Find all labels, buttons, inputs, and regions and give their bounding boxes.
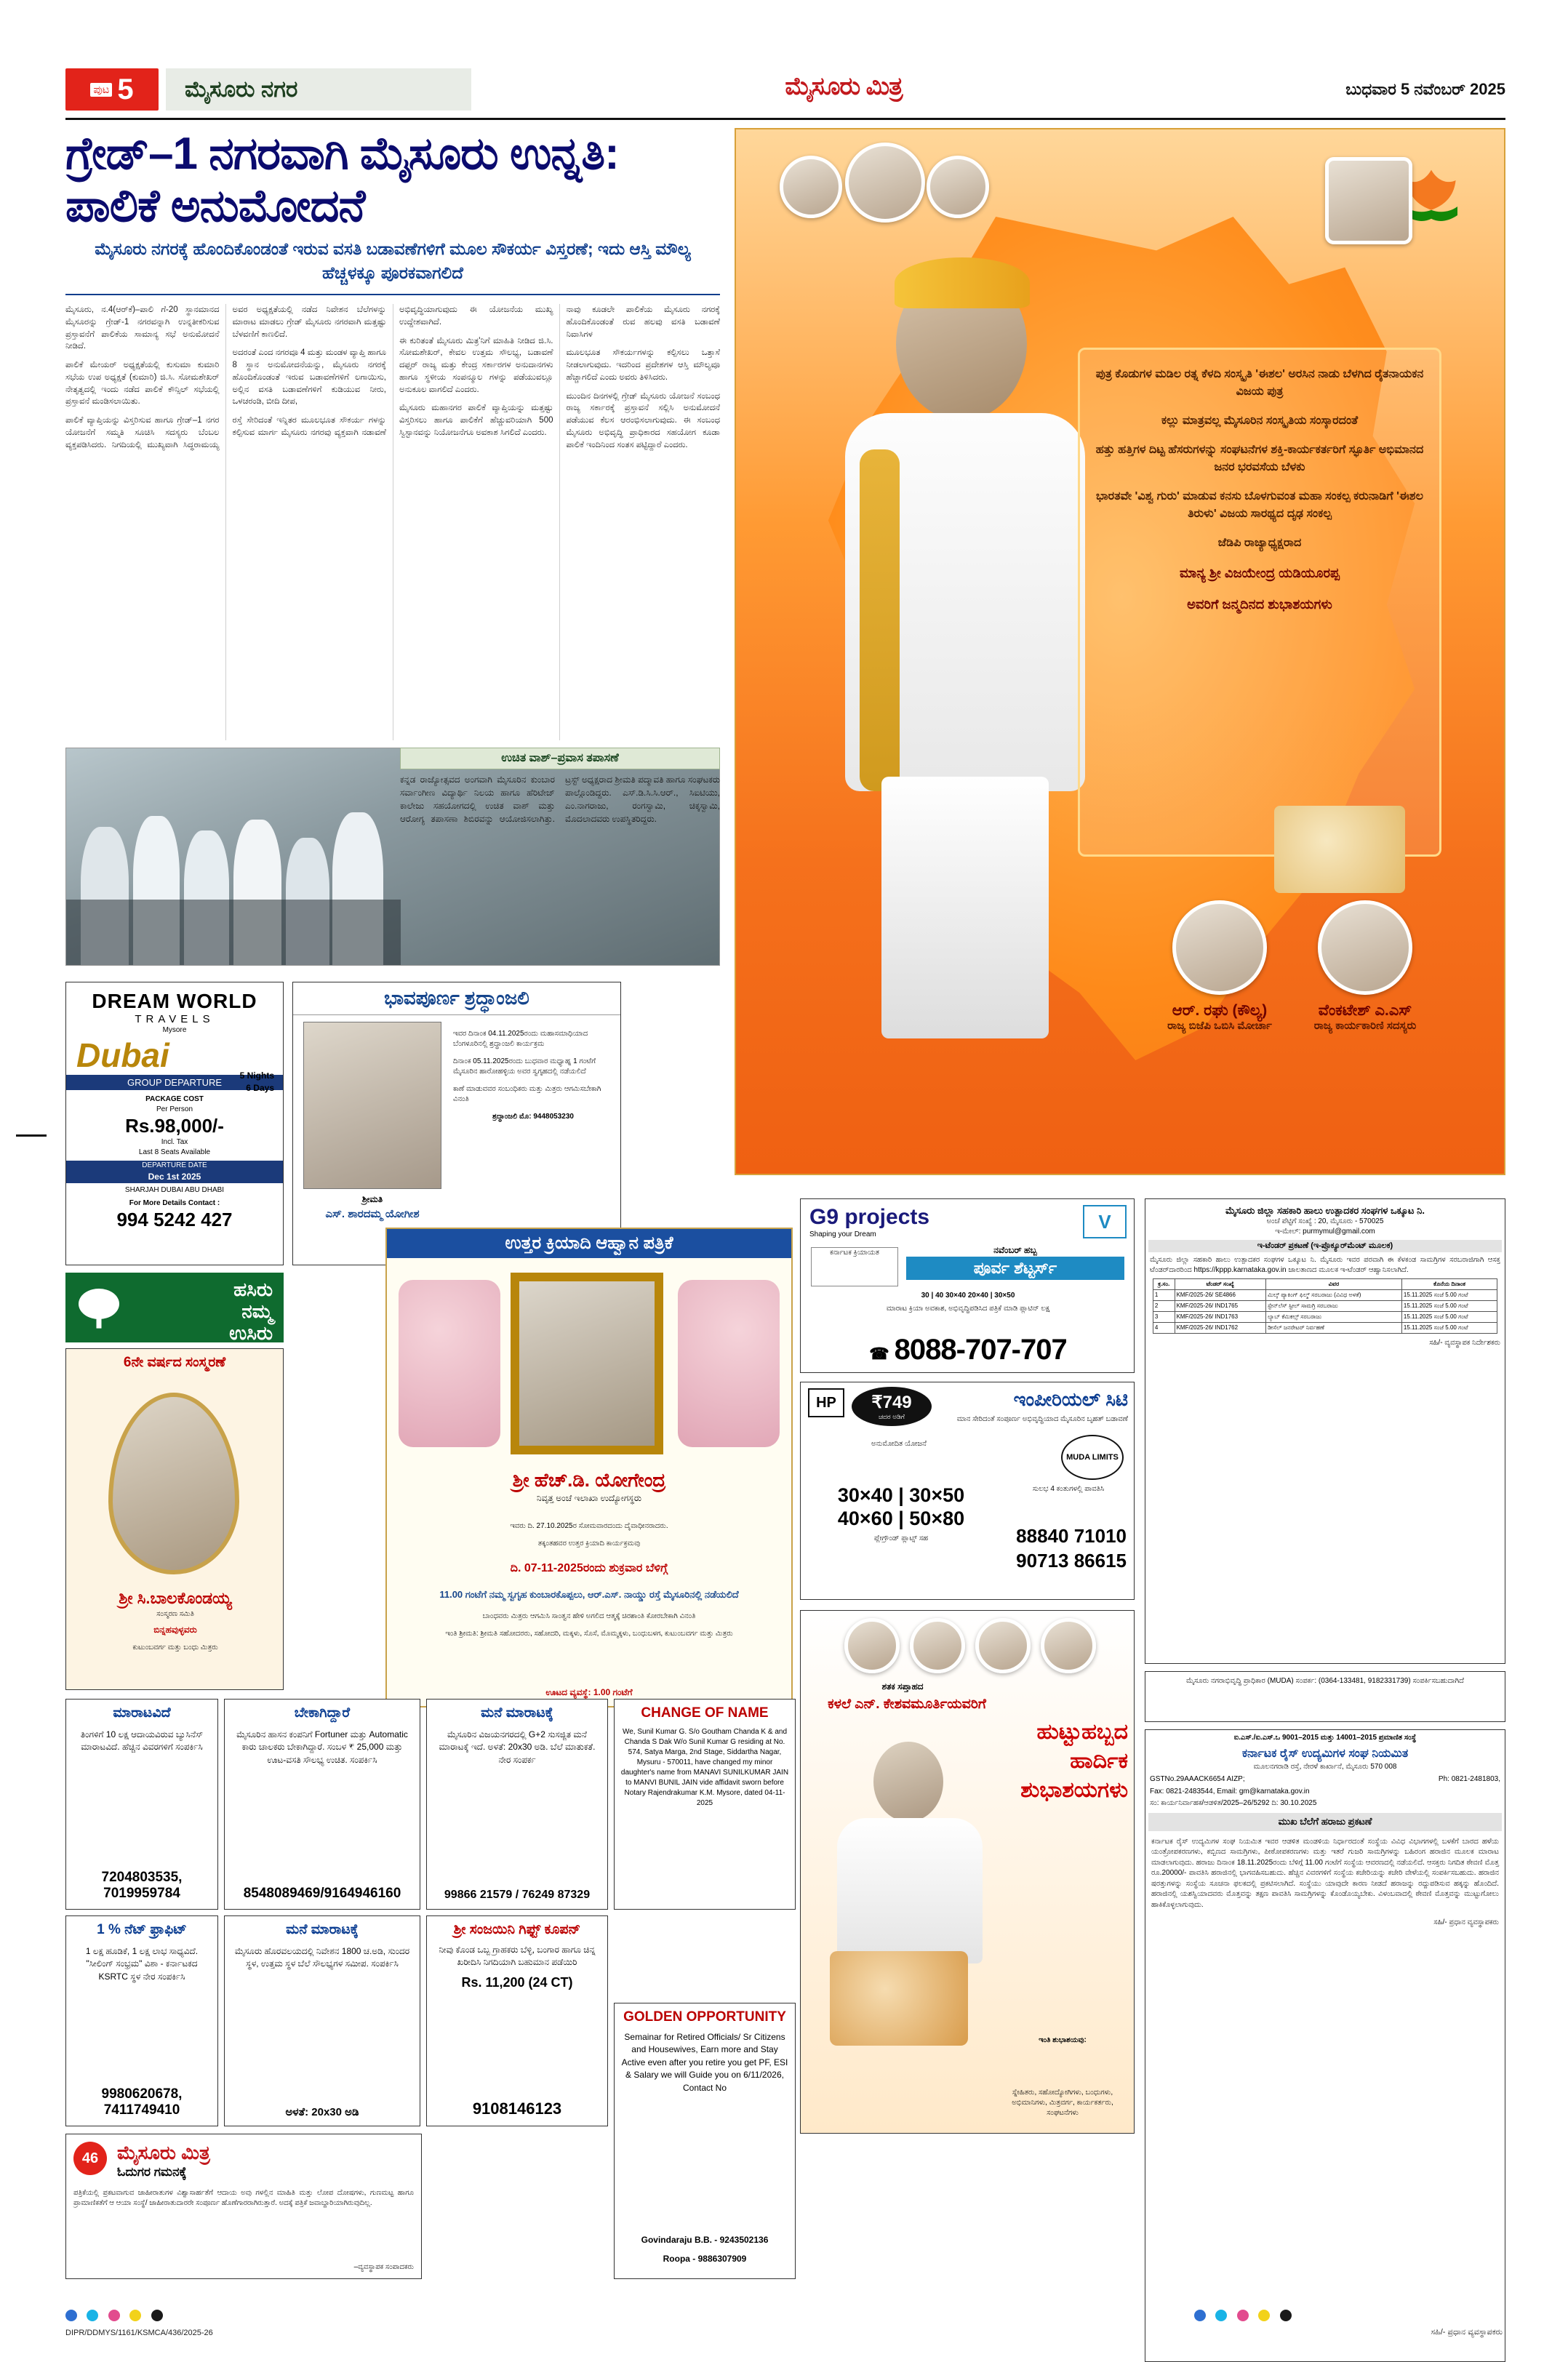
rice-gst: GSTNo.29AAACK6654 AIZP; — [1150, 1775, 1245, 1784]
invitation-family: ಇಂತಿ ಶ್ರೀಮತಿ: ಶ್ರೀಮತಿ ಸಹೋದರರು, ಸಹೋದರಿ, ಮಕ್ಕಳು, ಸೊಸೆ, ಮೊಮ್ಮಕ್ಕಳು, ಬಂಧುಬಳಗ, ಕುಟುಂಬವರ್ಗ ಮತ್ತು ಮಿತ್ರರು — [445, 1629, 733, 1638]
imperial-size-3: 40×60 — [837, 1508, 893, 1529]
dream-route: SHARJAH DUBAI ABU DHABI — [124, 1186, 225, 1195]
cell-tender-no: KMF/2025-26/ IND1763 — [1175, 1312, 1265, 1323]
ad-classified-site-sale[interactable] — [224, 1915, 420, 2126]
g9-brand: G9 projects — [809, 1205, 930, 1229]
footer-notice-sign: –ವ್ಯವಸ್ಥಾಪಕ ಸಂಪಾದಕರು — [353, 2263, 414, 2271]
footer-ref-left: DIPR/DDMYS/1161/KSMCA/436/2025-26 — [65, 2329, 213, 2337]
table-header-row — [1153, 1279, 1497, 1290]
registration-dot-black — [151, 2310, 163, 2321]
ad-invitation — [385, 1228, 793, 1708]
ad-g9-projects[interactable] — [800, 1198, 1135, 1373]
registration-dot-black-r — [1280, 2310, 1292, 2321]
tribute-message-box — [1078, 348, 1441, 857]
honoree-name: ಮಾನ್ಯ ಶ್ರೀ ವಿಜಯೇಂದ್ರ ಯಡಿಯೂರಪ್ಪ — [1180, 566, 1340, 580]
cell-sno: 1 — [1153, 1290, 1175, 1301]
footer-notice-body: ಪತ್ರಿಕೆಯಲ್ಲಿ ಪ್ರಕಟವಾಗುವ ಜಾಹೀರಾತುಗಳ ವಿಶ್ವಾಸಾರ್ಹತೆಗೆ ಆದಾಯ ಅವು ಗಳಲ್ಲಿನ ಮಾಹಿತಿ ಮತ್ತು ಲೋಪ ದೋಷಗಳು, ಗುಣಮಟ್ಟ ಹಾಗೂ ಪ್ರಾಮಾಣಿಕತೆಗೆ ಆ ಆಯಾ ಸಂಸ್ಥೆ/ ಜಾಹೀರಾತುದಾರರೇ ಸಂಪೂರ್ಣ ಹೊಣೆಗಾರರಾಗಿರುತ್ತಾರೆ. ಅದಕ್ಕೆ ಪತ್ರಿಕೆ ಜವಾಬ್ದಾರಿಯಾಗಿರುವುದಿಲ್ಲ. — [73, 2189, 414, 2207]
obituary-line: ಇವರ ದಿನಾಂಕ 04.11.2025ರಂದು ಮಹಾಸಮಾಧಿಯಾದ ಬೆಂಗಳೂರಿನಲ್ಲಿ ಶ್ರದ್ಧಾಂಜಲಿ ಕಾರ್ಯಕ್ರಮ — [453, 1030, 588, 1048]
ad-imperial-city[interactable]: HP ₹749 ಚದರ ಅಡಿಗೆ ಇಂಪೀರಿಯಲ್ ಸಿಟಿ ಮಾನ ಸೇರಿದಂತೆ ಸಂಪೂರ್ಣ ಅಭಿವೃದ್ಧಿಯಾದ ಮೈಸೂರಿನ ಬೃಹತ್ ಬಡಾವಣೆ ಅನುಮೋದಿತ ಯೋಜನೆ MUDA LIMITS 30×40 | 30×50 40×60 | 50×80 ಪ್ಲೇಗ್ರೌಂಡ್ ಪ್ಲಾಟ್ಸ್ ಸಹ ಸುಲಭ 4 ಕಂತುಗಳಲ್ಲಿ ಪಾವತಿಸಿ 88840 71010 90713 86615 — [800, 1382, 1135, 1600]
cell-tender-no: KMF/2025-26/ IND1762 — [1175, 1323, 1265, 1334]
publication-logo: ಮೈಸೂರು ಮಿತ್ರ — [785, 73, 903, 100]
memorial-portrait — [108, 1393, 239, 1574]
lead-paragraph: ರಸ್ತೆ ಸೇರಿದಂತೆ ಇನ್ನಿತರ ಮೂಲಭೂತ ಸೌಕರ್ಯ ಗಳನ್ನು ಕಲ್ಪಿಸುವ ಮಾರ್ಗ ಮೈಸೂರು ನಗರವು ವ್ಯಕ್ತವಾಗಿ ನಡಾವಣೆ ಅಭಿವೃದ್ಧಿಯಾಗುವುದು ಈ ಯೋಜನೆಯ ಮುಖ್ಯ ಉದ್ದೇಶವಾಗಿದೆ. — [232, 305, 553, 438]
tribute-line: ಹತ್ತು ಹತ್ತಿಗಳ ದಿಟ್ಟ ಹೆಸರುಗಳನ್ನು ಸಂಘಟನೆಗಳ ಶಕ್ತಿ-ಕಾರ್ಯಕರ್ತರಿಗೆ ಸ್ಫೂರ್ತಿ ಅಭಿಮಾನದ ಜನರ ಭರವಸೆಯ ಬೆಳಕು — [1095, 444, 1424, 473]
golden-body: Semainar for Retired Officials/ Sr Citizens and Housewives, Earn more and Stay Active even after you retire you get PF, ESI & Salary we will Guide you on 6/11/2026, Contact No — [621, 2032, 788, 2093]
registration-dot-yellow-r — [1258, 2310, 1270, 2321]
bday-greet2: ಹಾರ್ದಿಕ — [1070, 1749, 1128, 1773]
classified-title: ಬೇಕಾಗಿದ್ದಾರೆ — [294, 1705, 351, 1721]
obituary-title: ಭಾವಪೂರ್ಣ ಶ್ರದ್ಧಾಂಜಲಿ — [293, 982, 620, 1015]
cell-sno: 2 — [1153, 1301, 1175, 1312]
photo-foreground — [66, 900, 401, 965]
bday-portrait-3 — [975, 1618, 1031, 1673]
dream-days: 6 Days — [246, 1083, 274, 1094]
dream-per-person: Per Person — [156, 1105, 193, 1113]
dream-nights: 5 Nights — [239, 1070, 274, 1081]
lead-paragraph: ಮೈಸೂರು, ನ.4(ಆರ್‌ಕೆ)–ಪಾಲಿ ಗೆ-20 ಸ್ಥಾನಮಾನದ ಮೈಸೂರನ್ನು ಗ್ರೇಡ್-1 ನಗರವನ್ನಾಗಿ ಉನ್ನತೀಕರಿಸುವ ಪ್ರಸ್ತಾವನೆಗೆ ಪಾಲಿಕೆಯ ಸಾಮಾನ್ಯ ಸಭೆ ಅನುಮೋದನೆ ನೀಡಿದೆ. — [65, 305, 220, 351]
obituary-line: ದಿನಾಂಕ 05.11.2025ರಂದು ಬುಧವಾರ ಮಧ್ಯಾಹ್ನ 1 ಗಂಟೆಗೆ ಮೈಸೂರಿನ ಹಾರೋಹಳ್ಳಿಯ ಅವರ ಸ್ವಗೃಹದಲ್ಲಿ ನಡೆಯಲಿದೆ — [453, 1057, 596, 1076]
lead-paragraph: ಪಾಲಿಕೆ ವ್ಯಾಪ್ತಿಯನ್ನು ವಿಸ್ತರಿಸುವ ಹಾಗೂ ಗ್ರೇಡ್–1 ನಗರ ಯೋಜನೆಗೆ ಸಮ್ಮತಿ ಸೂಚಿಸಿ ಸದಸ್ಯರು ಬೆಂಬಲ ವ್ಯಕ್ತಪಡಿಸಿದರು. ನಿಗದಿಯಲ್ಲಿ ಮುಖ್ಯವಾಗಿ ಸಿದ್ಧರಾಮಯ್ಯ ಅವರ ಅಧ್ಯಕ್ಷತೆಯಲ್ಲಿ ನಡೆದ ನಿವೇಶನ ಬೆಲೆಗಳನ್ನು ಮಾರಾಟ ಮಾಡಲು ಗ್ರೇಡ್ ಮೈಸೂರು ನಗರವಾಗಿ ಮತ್ತಷ್ಟು ಬೆಳವಣಿಗೆ ಕಾಣಲಿದೆ. — [65, 305, 386, 449]
leader-turban — [895, 257, 1030, 308]
cell-sno: 3 — [1153, 1312, 1175, 1323]
sponsor-name-1-text: ಆರ್. ರಘು (ಕೌಲ್ಯ) — [1172, 1002, 1268, 1019]
ad-govt-tender-notice — [1145, 1198, 1505, 1664]
imperial-size-1: 30×40 — [837, 1484, 893, 1506]
cell-desc: ಮಿಲ್ಕ್ ಪ್ಯಾಕಿಂಗ್ ಫಿಲ್ಮ್ ಸರಬರಾಜು (ವಿವಿಧ ಅಳತೆ) — [1265, 1290, 1401, 1301]
dream-phone[interactable]: 994 5242 427 — [66, 1209, 283, 1231]
cell-lastdate: 15.11.2025 ಸಂಜೆ 5.00 ಗಂಟೆ — [1401, 1312, 1497, 1323]
registration-dot-cyan-r — [1194, 2310, 1206, 2321]
lead-paragraph: ನಾವು ಕೂಡಲೇ ಪಾಲಿಕೆಯ ಮೈಸೂರು ನಗರಕ್ಕೆ ಹೊಂದಿಕೊಂಡಂತೆ ರುವ ಹಲವು ವಸತಿ ಬಡಾವಣೆ ನಿವಾಸಿಗಳ — [566, 305, 720, 339]
sponsor-name-2-text: ವೆಂಕಟೇಶ್ ಎ.ಎಸ್ — [1318, 1002, 1412, 1019]
classified-body: ಮೈಸೂರಿನ ವಿಜಯನಗರದಲ್ಲಿ G+2 ಸುಸಜ್ಜಿತ ಮನೆ ಮಾರಾಟಕ್ಕೆ ಇದೆ. ಅಳತೆ: 20x30 ಅಡಿ. ಬೆಲೆ ಮಾತುಕತೆ. ನೇರ ಸಂಪರ್ಕ — [439, 1729, 596, 1765]
obituary-line: ಕಾಣೆ ಮಾಡುವವರ ಸಂಬಂಧಿಕರು ಮತ್ತು ಮಿತ್ರರು ಆಗಮಿಸಬೇಕಾಗಿ ವಿನಂತಿ — [453, 1085, 601, 1103]
invitation-line: ಇವರು ದಿ. 27.10.2025ರ ಸೋಮವಾರದಂದು ದೈವಾಧೀನರಾದರು. — [510, 1522, 668, 1530]
ad-classified-wanted[interactable] — [224, 1699, 420, 1910]
page-title: ಗ್ರೇಡ್–1 ನಗರವಾಗಿ ಮೈಸೂರು ಉನ್ನತಿ: ಪಾಲಿಕೆ ಅನುಮೋದನೆ — [65, 129, 619, 231]
sponsor-role-2: ರಾಜ್ಯ ಕಾರ್ಯಕಾರಿಣಿ ಸದಸ್ಯರು — [1313, 1020, 1417, 1032]
invitation-request: ಬಾಂಧವರು ಮಿತ್ರರು ಆಗಮಿಸಿ ಸಾಂತ್ವನ ಹೇಳಿ ಅಗಲಿದ ಆತ್ಮಕ್ಕೆ ಚಿರಶಾಂತಿ ಕೋರಬೇಕಾಗಿ ವಿನಂತಿ — [482, 1612, 696, 1620]
dream-group-departure: GROUP DEPARTURE — [66, 1075, 283, 1090]
gift-price: Rs. 11,200 (24 CT) — [461, 1974, 573, 1990]
cell-sno: 4 — [1153, 1323, 1175, 1334]
change-of-name-title: CHANGE OF NAME — [641, 1705, 769, 1721]
flower-bouquet-graphic — [1274, 806, 1405, 893]
dream-city: Mysore — [162, 1026, 187, 1034]
memorial-note: ಕುಟುಂಬವರ್ಗ ಮತ್ತು ಬಂಧು ಮಿತ್ರರು — [132, 1644, 218, 1652]
imperial-phone-1[interactable]: 88840 71010 — [1016, 1525, 1127, 1547]
registration-dot-magenta-r — [1237, 2310, 1249, 2321]
ad-golden-opportunity[interactable] — [614, 2003, 796, 2279]
dream-incl: Incl. Tax — [161, 1138, 188, 1146]
imperial-size-4: 50×80 — [909, 1508, 965, 1529]
imperial-phone-2[interactable]: 90713 86615 — [1016, 1550, 1127, 1572]
tender-signature: ಸಹಿ/- ವ್ಯವಸ್ಥಾಪಕ ನಿರ್ದೇಶಕರು — [1429, 1339, 1500, 1347]
leader-dhoti — [881, 777, 1049, 1038]
bday-line1: ಶತಕ ಸಪ್ತಾಹದ — [881, 1681, 924, 1692]
birthday-tribute-ad — [735, 128, 1505, 1175]
imperial-approved: ಅನುಮೋದಿತ ಯೋಜನೆ — [871, 1440, 927, 1448]
sponsor-name-2 — [1289, 1002, 1441, 1032]
page-number: 5 — [117, 73, 134, 105]
ad-change-of-name — [614, 1699, 796, 1910]
bday-body — [837, 1818, 983, 1963]
obituary-name-prefix: ಶ್ರೀಮತಿ — [361, 1194, 383, 1204]
leader-portrait-nadda — [780, 156, 842, 218]
tender-email: ಇ-ಮೇಲ್: purmymul@gmail.com — [1275, 1228, 1375, 1236]
cell-desc: ಸ್ಟೇನ್‌ಲೆಸ್ ಸ್ಟೀಲ್ ಸಾಮಗ್ರಿ ಸರಬರಾಜು — [1265, 1301, 1401, 1312]
bday-greet3: ಶುಭಾಶಯಗಳು — [1020, 1778, 1128, 1802]
anniversary-badge: 46 — [73, 2142, 107, 2175]
imperial-price: ₹749 — [871, 1393, 912, 1412]
classified-title: ಶ್ರೀ ಸಂಜಯಿನಿ ಗಿಫ್ಟ್ ಕೂಪನ್ — [453, 1922, 581, 1937]
sponsor-role-1: ರಾಜ್ಯ ಬಿಜೆಪಿ ಒಬಿಸಿ ಮೋರ್ಚಾ — [1167, 1020, 1272, 1032]
leader-portrait-modi — [845, 143, 925, 223]
tender-table — [1153, 1278, 1497, 1334]
hasiru-line1: ಹಸಿರು — [233, 1278, 273, 1300]
classified-phone[interactable]: 99866 21579 / 76249 87329 — [444, 1889, 591, 1901]
lead-standfirst: ಮೈಸೂರು ನಗರಕ್ಕೆ ಹೊಂದಿಕೊಂಡಂತೆ ಇರುವ ವಸತಿ ಬಡಾವಣೆಗಳಿಗೆ ಮೂಲ ಸೌಕರ್ಯ ವಿಸ್ತರಣೆ; ಇದು ಆಸ್ತಿ ಮೌಲ್ಯ ಹೆಚ್ಚಳಕ್ಕೂ ಪೂರಕವಾಗಲಿದೆ — [95, 239, 691, 283]
th-desc: ವಿವರ — [1265, 1279, 1401, 1290]
hp-logo-icon: HP — [808, 1388, 844, 1417]
lead-paragraph: ಅದರಂತೆ ಎಂದ ನಗರವೂ 4 ಮತ್ತು ಮಂಡಳ ವ್ಯಾಪ್ತಿ ಹಾಗೂ 8 ಸ್ಥಾನ ಅನುಮೋದನೆಯನ್ನು, ಮೈಸೂರು ನಗರಕ್ಕೆ ಹೊಂದಿಕೊಂಡಂತೆ ಇರುವ ಬಡಾವಣೆಗಳಿಗೆ ಲಗಾಯಿಸು, ಅಲ್ಲಿನ ವಸತಿ ಬಡಾವಣೆಗಳಿಗೆ ಕುಡಿಯುವ ನೀರು, ಒಳಚರಂಡಿ, ಬೀದಿ ದೀಪ, — [232, 348, 386, 407]
masthead-rule — [65, 118, 1505, 120]
ad-dream-world-travels[interactable] — [65, 982, 284, 1265]
registration-dot-blue — [87, 2310, 98, 2321]
lead-body — [65, 304, 720, 740]
ad-classified-profit[interactable] — [65, 1915, 218, 2126]
table-row — [1153, 1290, 1497, 1301]
muda-limits-badge: MUDA LIMITS — [1061, 1435, 1124, 1480]
footer-notice-title: ಓದುಗರ ಗಮನಕ್ಕೆ — [117, 2165, 187, 2179]
th-tender-no: ಟೆಂಡರ್ ಸಂಖ್ಯೆ — [1175, 1279, 1265, 1290]
flower-decoration-left — [399, 1280, 500, 1447]
footer-publication-logo: ಮೈಸೂರು ಮಿತ್ರ — [117, 2142, 210, 2163]
classified-body: ಮೈಸೂರು ಹೊರವಲಯದಲ್ಲಿ ನಿವೇಶನ 1800 ಚ.ಅಡಿ, ಸುಂದರ ಸ್ಥಳ, ಉತ್ತಮ ಸ್ಥಳ ಬೆಲೆ ಸೌಲಭ್ಯಗಳ ಸಮೀಪ. ಸಂಪರ್ಕಿಸಿ — [234, 1946, 410, 1969]
bday-head — [873, 1742, 943, 1822]
rice-notice-body: ಕರ್ನಾಟಕ ರೈಸ್ ಉದ್ಯಮಿಗಳ ಸಂಘ ನಿಯಮಿತ ಇವರ ಆಡಳಿತ ಮಂಡಳಿಯ ನಿರ್ಧಾರದಂತೆ ಸಂಸ್ಥೆಯ ವಿವಿಧ ವಿಭಾಗಗಳಲ್ಲಿ ಬಳಕೆಗೆ ಬಾರದ ಹಳೆಯ ಯಂತ್ರೋಪಕರಣಗಳು, ಕಬ್ಬಿಣದ ಸಾಮಗ್ರಿಗಳು, ಪೀಠೋಪಕರಣಗಳು ಮತ್ತು ಇತರೆ ಗುಜರಿ ಸಾಮಗ್ರಿಗಳನ್ನು ಬಹಿರಂಗ ಹರಾಜಿನ ಮೂಲಕ ಮಾರಾಟ ಮಾಡಲಾಗುವುದು. ಹರಾಜು ದಿನಾಂಕ 18.11.2025ರಂದು ಬೆಳಿಗ್ಗೆ 11.00 ಗಂಟೆಗೆ ಸಂಸ್ಥೆಯ ಆವರಣದಲ್ಲಿ ನಡೆಯಲಿದೆ. ಆಸಕ್ತರು ನಿಗದಿತ ಠೇವಣಿ ಮೊತ್ತ ರೂ.20000/- ಪಾವತಿಸಿ ಹರಾಜಿನಲ್ಲಿ ಭಾಗವಹಿಸಬಹುದು. ಹೆಚ್ಚಿನ ವಿವರಗಳಿಗೆ ಸಂಸ್ಥೆಯ ಕಚೇರಿಯನ್ನು ಕಚೇರಿ ವೇಳೆಯಲ್ಲಿ ಸಂಪರ್ಕಿಸಬಹುದು. ಹರಾಜಿನ ಷರತ್ತುಗಳನ್ನು ಸಂಸ್ಥೆಯ ಸೂಚನಾ ಫಲಕದಲ್ಲಿ ಪ್ರಕಟಿಸಲಾಗಿದೆ. ಸಂಸ್ಥೆಯು ಯಾವುದೇ ಕಾರಣ ನೀಡದೆ ಹರಾಜನ್ನು ರದ್ದುಪಡಿಸುವ ಹಕ್ಕನ್ನು ಹೊಂದಿದೆ. ಹರಾಜಿನಲ್ಲಿ ಯಶಸ್ವಿಯಾದವರು ಮೊತ್ತವನ್ನು ತಕ್ಷಣ ಪಾವತಿಸಿ ಸಾಮಗ್ರಿಗಳನ್ನು ಕೊಂಡೊಯ್ಯಬೇಕು. ವಿಳಂಬವಾದಲ್ಲಿ ಠೇವಣಿ ಮೊತ್ತವನ್ನು ಮುಟ್ಟುಗೋಲು ಹಾಕಿಕೊಳ್ಳಲಾಗುವುದು. — [1151, 1837, 1499, 1909]
classified-title: ಮನೆ ಮಾರಾಟಕ್ಕೆ — [286, 1922, 359, 1937]
leader-shawl — [860, 449, 900, 791]
classified-body: ತಿಂಗಳಿಗೆ 10 ಲಕ್ಷ ಆದಾಯವಿರುವ ಬ್ಯುಸಿನೆಸ್ ಮಾರಾಟವಿದೆ. ಹೆಚ್ಚಿನ ವಿವರಗಳಿಗೆ ಸಂಪರ್ಕಿಸಿ — [80, 1729, 204, 1753]
tree-icon — [73, 1284, 124, 1334]
th-sno: ಕ್ರ.ಸಂ. — [1153, 1279, 1175, 1290]
rice-fax: Fax: 0821-2483544, — [1150, 1787, 1215, 1796]
g9-route-label: ಕರ್ನಾಟಕ ಕ್ರಿಯಾಯತ — [811, 1247, 898, 1286]
invitation-title: ಉತ್ತರ ಕ್ರಿಯಾದಿ ಆಹ್ವಾನ ಪತ್ರಿಕೆ — [387, 1229, 791, 1258]
lead-paragraph: ಪಾಲಿಕೆ ಮೇಯರ್ ಅಧ್ಯಕ್ಷತೆಯಲ್ಲಿ ಕುಸುಮಾ ಕುಮಾರಿ ಸಭೆಯ ಉಪ ಅಧ್ಯಕ್ಷತೆ (ಕುಮಾರಿ) ಜಿ.ಸಿ. ಸೋಮಶೇಖರ್ ನೇತೃತ್ವದಲ್ಲಿ ಇಂದು ನಡೆದ ಪಾಲಿಕೆ ಕೌನ್ಸಿಲ್ ಸಭೆಯಲ್ಲಿ ಪ್ರಸ್ತಾವನೆ ಮಂಡಿಸಲಾಯಿತು. — [65, 361, 220, 407]
g9-note: ಮಾರಾಟ ಕ್ರಿಯಾ ಅವಕಾಶ, ಅಭಿವೃದ್ಧಿಪಡಿಸಿದ ಪತ್ರಿಕೆ ಮಾಡಿ ಪ್ಲಾಟಿನ್ ಲಕ್ಷ — [886, 1305, 1050, 1313]
tender-title: ಇ-ಟೆಂಡರ್ ಪ್ರಕಟಣೆ (ಇ-ಪ್ರೊಕ್ಯೂರ್‌ಮೆಂಟ್ ಮೂಲಕ) — [1148, 1240, 1502, 1252]
ad-memorial — [65, 1348, 284, 1690]
cell-lastdate: 15.11.2025 ಸಂಜೆ 5.00 ಗಂಟೆ — [1401, 1301, 1497, 1312]
g9-tagline: Shaping your Dream — [809, 1230, 876, 1238]
dream-depart-label: DEPARTURE DATE — [142, 1161, 207, 1169]
invitation-line: ತಕ್ಕಂತಹವರ ಉತ್ತರ ಕ್ರಿಯಾದಿ ಕಾರ್ಯಕ್ರಮವು — [537, 1540, 641, 1548]
g9-headline-small: ನವೆಂಬರ್ ಹಬ್ಬ — [993, 1245, 1037, 1255]
imperial-side-note: ಸುಲಭ 4 ಕಂತುಗಳಲ್ಲಿ ಪಾವತಿಸಿ — [1032, 1485, 1105, 1493]
cell-lastdate: 15.11.2025 ಸಂಜೆ 5.00 ಗಂಟೆ — [1401, 1323, 1497, 1334]
classified-body: ಮೈಸೂರಿನ ಹಾಸನ ಕಂಪನಿಗೆ Fortuner ಮತ್ತು Automatic ಕಾರು ಚಾಲಕರು ಬೇಕಾಗಿದ್ದಾರೆ. ಸಂಬಳ ₹ 25,000 ಮತ್ತು ಊಟ-ವಸತಿ ಸೌಲಭ್ಯ ಉಚಿತ. ಸಂಪರ್ಕಿಸಿ — [236, 1729, 408, 1765]
memorial-from: ಬಿನ್ನಹವುಳ್ಳವರು — [153, 1625, 197, 1635]
leader-portrait-shah — [927, 156, 989, 218]
sponsor-portrait-2 — [1318, 900, 1412, 995]
invitation-sub: ನಿವೃತ್ತ ಅಂಚೆ ಇಲಾಖಾ ಉದ್ಯೋಗಸ್ಥರು — [536, 1493, 642, 1503]
tender-intro: ಮೈಸೂರು ಜಿಲ್ಲಾ ಸಹಕಾರಿ ಹಾಲು ಉತ್ಪಾದಕರ ಸಂಘಗಳ ಒಕ್ಕೂಟ ನಿ. ಮೈಸೂರು ಇವರ ಪರವಾಗಿ ಈ ಕೆಳಕಂಡ ಸಾಮಗ್ರಿಗಳ ಸರಬರಾಜಿಗಾಗಿ ಆಸಕ್ತ ಟೆಂಡರ್‌ದಾರರಿಂದ https://kppp.karnataka.gov.in ಜಾಲತಾಣದ ಮೂಲಕ ಇ-ಟೆಂಡರ್ ಆಹ್ವಾನಿಸಲಾಗಿದೆ. — [1150, 1256, 1500, 1274]
obituary-phone[interactable]: ಶ್ರದ್ಧಾಂಜಲಿ ಮೊ: 9448053230 — [492, 1113, 574, 1121]
rice-ref: ಸಂ: ಕಾರ್ಯನಿರ್ವಾಹಕ/ಆಡಳಿತ/2025–26/5292 ದಿ: 30.10.2025 — [1150, 1799, 1317, 1808]
cell-tender-no: KMF/2025-26/ SE4866 — [1175, 1290, 1265, 1301]
rice-address: ಮೂಲನಗರಾಡಿ ರಸ್ತೆ, ನೇರಳೆ ಕಾರ್ಖಾನೆ, ಮೈಸೂರು 570 008 — [1253, 1763, 1397, 1772]
registration-dot-blue-r — [1215, 2310, 1227, 2321]
cell-desc: ಲ್ಯಾಬ್ ಕೆಮಿಕಲ್ಸ್ ಸರಬರಾಜು — [1265, 1312, 1401, 1323]
lead-headline-block — [65, 128, 720, 233]
registration-dot-magenta — [108, 2310, 120, 2321]
classified-body: 1 ಲಕ್ಷ ಹೂಡಿಕೆ, 1 ಲಕ್ಷ ಲಾಭ ಸಾಧ್ಯವಿದೆ. "ಸೀಲಿಂಗ್ ಸಂಭ್ರಮ" ವಿಶಾ - ಕರ್ನಾಟಕದ KSRTC ಸ್ಥಳ ನೇರ ಸಂಪರ್ಕಿಸಿ — [85, 1946, 199, 1982]
golden-contact-1[interactable]: Govindaraju B.B. - 9243502136 — [641, 2234, 769, 2245]
dream-contact-label: For More Details Contact : — [129, 1199, 220, 1208]
registration-dot-yellow — [129, 2310, 141, 2321]
publisher-notice — [65, 2134, 422, 2279]
bday-portrait-4 — [1041, 1618, 1096, 1673]
invitation-portrait — [511, 1273, 663, 1454]
page-number-badge — [65, 68, 159, 111]
sponsor-portrait-1 — [1172, 900, 1267, 995]
ad-birthday-greeting — [800, 1610, 1135, 2134]
publication-date: ಬುಧವಾರ 5 ನವೆಂಬರ್ 2025 — [1345, 80, 1505, 98]
rice-notice-title: ಮುಖ ಬೆಲೆಗೆ ಹರಾಜು ಪ್ರಕಟಣೆ — [1148, 1813, 1502, 1830]
ad-rice-association-notice — [1145, 1729, 1505, 2362]
rice-signature: ಸಹಿ/- ಪ್ರಧಾನ ವ್ಯವಸ್ಥಾಪಕರು — [1433, 1918, 1499, 1927]
color-registration-dots — [65, 2310, 1505, 2324]
memorial-sub: ಸಂಸ್ಮರಣ ಸಮಿತಿ — [156, 1610, 194, 1618]
photo-caption-title: ಉಚಿತ ವಾಶ್–ಪ್ರವಾಸ ತಪಾಸಣೆ — [400, 748, 720, 769]
masthead — [65, 64, 1505, 116]
section-title: ಮೈಸೂರು ನಗರ — [166, 68, 471, 111]
dream-depart-date: Dec 1st 2025 — [148, 1172, 201, 1182]
bday-honoree: ಕಳಲೆ ಎನ್. ಕೇಶವಮೂರ್ತಿಯವರಿಗೆ — [828, 1697, 986, 1712]
imperial-sub: ಮಾನ ಸೇರಿದಂತೆ ಸಂಪೂರ್ಣ ಅಭಿವೃದ್ಧಿಯಾದ ಮೈಸೂರಿನ ಬೃಹತ್ ಬಡಾವಣೆ — [956, 1415, 1128, 1423]
main-leader-figure — [816, 268, 1121, 1068]
obituary-portrait — [303, 1022, 441, 1189]
tender-org: ಮೈಸೂರು ಜಿಲ್ಲಾ ಸಹಕಾರಿ ಹಾಲು ಉತ್ಪಾದಕರ ಸಂಘಗಳ ಒಕ್ಕೂಟ ನಿ. — [1225, 1205, 1425, 1216]
rice-title: ಕರ್ನಾಟಕ ರೈಸ್ ಉದ್ಯಮಿಗಳ ಸಂಘ ನಿಯಮಿತ — [1241, 1748, 1409, 1760]
greeting-text: ಅವರಿಗೆ ಜನ್ಮದಿನದ ಶುಭಾಶಯಗಳು — [1187, 597, 1332, 612]
tribute-line: ಕಲ್ಲು ಮಾತ್ರವಲ್ಲ ಮೈಸೂರಿನ ಸಂಸ್ಕೃತಿಯ ಸಂಸ್ಕಾರದಂತೆ — [1161, 415, 1359, 427]
page-sheet — [65, 64, 1505, 2297]
bday-portrait-2 — [910, 1618, 965, 1673]
th-lastdate: ಕೊನೆಯ ದಿನಾಂಕ — [1401, 1279, 1497, 1290]
table-row — [1153, 1323, 1497, 1334]
ad-obituary — [292, 982, 621, 1265]
classified-phone[interactable]: 7204803535, 7019959784 — [101, 1870, 183, 1901]
rice-phone[interactable]: Ph: 0821-2481803, — [1438, 1775, 1500, 1784]
dream-sub: TRAVELS — [135, 1013, 215, 1025]
phone-icon: ☎ — [869, 1345, 889, 1363]
dream-brand: DREAM WORLD — [92, 990, 257, 1012]
ad-classified-house-sale[interactable] — [426, 1699, 608, 1910]
ad-hasiru-slogan — [65, 1273, 284, 1342]
invitation-venue: 11.00 ಗಂಟೆಗೆ ನಮ್ಮ ಸ್ವಗೃಹ ಕುಂಬಾರಕೊಪ್ಪಲು, ಆರ್.ಎಸ್. ನಾಯ್ಡು ರಸ್ತೆ ಮೈಸೂರಿನಲ್ಲಿ ನಡೆಯಲಿದೆ — [439, 1589, 739, 1601]
classified-phone[interactable]: 8548089469/9164946160 — [243, 1886, 401, 1901]
leader-portrait-bsy — [1325, 157, 1412, 244]
rice-email: Email: gm@karnataka.gov.in — [1217, 1787, 1310, 1796]
g9-headline: ಪೂರ್ವ ಶೆಟ್ಟರ್ಸ್ — [906, 1257, 1124, 1280]
invitation-date: ದಿ. 07-11-2025ರಂದು ಶುಕ್ರವಾರ ಬೆಳಿಗ್ಗೆ — [510, 1562, 668, 1574]
hasiru-line3: ಉಸಿರು — [229, 1321, 273, 1342]
change-of-name-body: We, Sunil Kumar G. S/o Goutham Chanda K & and Chanda S Dak W/o Sunil Kumar G residing at No. 574, Satya Marga, 2nd Stage, Siddartha Nagar, Mysuru - 570011, have changed my minor daughter's name from MANAVI SUNILKUMAR JAIN to MANVI BUNIL JAIN vide affidavit sworn before Notary Rajendrakumar K.M. Mysore, dated 04-11-2025 — [620, 1728, 789, 1807]
tribute-line: ಪುತ್ರ ಕೊಡುಗಳ ಮಡಿಲ ರತ್ನ ಕೆಳದಿ ಸಂಸ್ಕೃತಿ 'ಈಶಲ' ಅರಸಿನ ನಾಡು ಬೆಳಗಿದ ರೈತನಾಯಕನ ವಿಜಯ ಪುತ್ರ — [1095, 368, 1424, 398]
g9-phone-text: 8088-707-707 — [894, 1334, 1067, 1366]
standfirst-rule — [65, 294, 720, 295]
page-ruler-mark — [16, 1134, 47, 1137]
lead-paragraph: ಮೈಸೂರು ಮಹಾನಗರ ಪಾಲಿಕೆ ವ್ಯಾಪ್ತಿಯನ್ನು ಮತ್ತಷ್ಟು ವಿಸ್ತರಿಸಲು ಹಾಗೂ ಪಾಲಿಕೆಗೆ ಹೆಚ್ಚುವರಿಯಾಗಿ 500 ಸ್ವಿಸ್ಟಾನವನ್ನು ನಿಯೋಜನೆಗೂ ಅವಕಾಶ ಸಿಗಲಿದೆ ಎಂದರು. — [399, 404, 553, 438]
bday-from-label: ಇಂತಿ ಶುಭಾಶಯವು: — [1039, 2036, 1087, 2044]
classified-phone[interactable]: ಅಳತೆ: 20x30 ಅಡಿ — [285, 2106, 359, 2118]
sponsor-name-1 — [1143, 1002, 1296, 1032]
photo-caption-text: ಕನ್ನಡ ರಾಜ್ಯೋತ್ಸವದ ಅಂಗವಾಗಿ ಮೈಸೂರಿನ ಕುಂಬಾರ ಸರ್ವಾಂಗೀಣ ವಿದ್ಯಾರ್ಥಿ ನಿಲಯ ಹಾಗೂ ಹೆರಿಟೇಜ್ ಕಾಲೇಜು ಸಹಯೋಗದಲ್ಲಿ ಉಚಿತ ವಾಶ್ ಮತ್ತು ಆರೋಗ್ಯ ತಪಾಸಣಾ ಶಿಬಿರವನ್ನು ಆಯೋಜಿಸಲಾಗಿತ್ತು. ಟ್ರಸ್ಟ್ ಅಧ್ಯಕ್ಷರಾದ ಶ್ರೀಮತಿ ಪದ್ಮಾವತಿ ಹಾಗೂ ಸಂಘಟಕರು ಪಾಲ್ಗೊಂಡಿದ್ದರು. ಎಸ್.ಡಿ.ಸಿ.ಸಿ.ಆರ್., ಸಿಐಟಿಯು, ಎಂ.ನಾಗರಾಜು, ರಂಗಸ್ವಾಮಿ, ಚಿಕ್ಕಸ್ವಾಮಿ, ಮೊದಲಾದವರು ಉಪಸ್ಥಿತರಿದ್ದರು. — [400, 774, 720, 824]
flower-decoration-right — [678, 1280, 780, 1447]
ad-muda-notice — [1145, 1671, 1505, 1722]
footer-ref-right: ಸಹಿ/- ಪ್ರಧಾನ ವ್ಯವಸ್ಥಾಪಕರು — [1431, 2328, 1503, 2337]
invitation-footer: ಊಟದ ವ್ಯವಸ್ಥೆ: 1.00 ಗಂಟೆಗೆ — [545, 1686, 633, 1697]
memorial-header: 6ನೇ ವರ್ಷದ ಸಂಸ್ಮರಣೆ — [123, 1355, 226, 1370]
imperial-tagline: ಪ್ಲೇಗ್ರೌಂಡ್ ಪ್ಲಾಟ್ಸ್ ಸಹ — [873, 1534, 929, 1542]
page-word: ಪುಟ — [90, 83, 112, 97]
rice-iso-header: ಐ.ಎಸ್./ಐ.ಎಸ್.ಒ 9001–2015 ಮತ್ತು 14001–2015 ಪ್ರಮಾಣಿತ ಸಂಸ್ಥೆ — [1233, 1734, 1417, 1742]
golden-contact-2[interactable]: Roopa - 9886307909 — [663, 2253, 747, 2264]
bday-from: ಸ್ನೇಹಿತರು, ಸಹೋದ್ಯೋಗಿಗಳು, ಬಂಧುಗಳು, ಅಭಿಮಾನಿಗಳು, ಮಿತ್ರವರ್ಗ, ಕಾರ್ಯಕರ್ತರು, ಸಂಘಟನೆಗಳು — [1012, 2089, 1113, 2117]
ad-classified-sale[interactable] — [65, 1699, 218, 1910]
golden-title: GOLDEN OPPORTUNITY — [623, 2009, 786, 2025]
classified-title: ಮನೆ ಮಾರಾಟಕ್ಕೆ — [481, 1705, 553, 1721]
dream-destination: Dubai — [76, 1036, 169, 1074]
dream-price: Rs.98,000/- — [125, 1115, 224, 1137]
lead-paragraph: ಮೂಲಭೂತ ಸೌಕರ್ಯಗಳನ್ನು ಕಲ್ಪಿಸಲು ಒತ್ತಾಸೆ ನೀಡಲಾಗುವುದು. ಇದರಿಂದ ಪ್ರದೇಶಗಳ ಆಸ್ತಿ ಮೌಲ್ಯವೂ ಹೆಚ್ಚಾಗಲಿದೆ ಎಂದು ಅವರು ತಿಳಿಸಿದರು. — [566, 348, 720, 382]
bday-greet1: ಹುಟ್ಟುಹಬ್ಬದ — [1036, 1720, 1128, 1744]
imperial-size-2: 30×50 — [909, 1484, 965, 1506]
cell-desc: ಡೀಸೆಲ್ ಜನರೇಟರ್ ನಿರ್ವಹಣೆ — [1265, 1323, 1401, 1334]
table-row — [1153, 1301, 1497, 1312]
tender-address: ಅಂಚೆ ಪೆಟ್ಟಿಗೆ ಸಂಖ್ಯೆ : 20, ಮೈಸೂರು - 570025 — [1266, 1217, 1384, 1225]
obituary-name: ಎಸ್. ಶಾರದಮ್ಮ ಯೋಗೀಶ — [325, 1208, 420, 1220]
classified-phone[interactable]: 9108146123 — [472, 2099, 562, 2118]
lead-paragraph: ಮುಂದಿನ ದಿನಗಳಲ್ಲಿ ಗ್ರೇಡ್ ಮೈಸೂರು ಯೋಜನೆ ಸಂಬಂಧ ರಾಜ್ಯ ಸರ್ಕಾರಕ್ಕೆ ಪ್ರಸ್ತಾವನೆ ಸಲ್ಲಿಸಿ ಅನುಮೋದನೆ ಪಡೆಯುವ ಕೆಲಸ ಆರಂಭಿಸಲಾಗುವುದು. ಈ ಸಂಬಂಧ ಮೈಸೂರು ಅಭಿವೃದ್ಧಿ ಪ್ರಾಧಿಕಾರದ ಸಹಯೋಗ ಕೂಡಾ ಪಾಲಿಕೆ ಇಂದಿನಿಂದ ಸಂತಸ ಪಟ್ಟಿದ್ದಾರೆ ಎಂದರು. — [566, 391, 720, 449]
g9-phone[interactable] — [801, 1334, 1135, 1366]
ad-gift-coupon[interactable] — [426, 1915, 608, 2126]
cell-tender-no: KMF/2025-26/ IND1765 — [1175, 1301, 1265, 1312]
registration-dot-cyan — [65, 2310, 77, 2321]
cell-lastdate: 15.11.2025 ಸಂಜೆ 5.00 ಗಂಟೆ — [1401, 1290, 1497, 1301]
imperial-title: ಇಂಪೀರಿಯಲ್ ಸಿಟಿ — [1013, 1388, 1128, 1410]
lead-paragraph: ಈ ಕುರಿತಂತೆ ಮೈಸೂರು ಮಿತ್ರ'ನಿಗೆ ಮಾಹಿತಿ ನೀಡಿದ ಜಿ.ಸಿ. ಸೋಮಶೇಖರ್, ಕೇವಲ ಉತ್ತಮ ಸೌಲಭ್ಯ, ಬಡಾವಣೆ ದಫ್ತರ್ ರಾಜ್ಯ ಮತ್ತು ಕೇಂದ್ರ ಸರ್ಕಾರಗಳ ಅನುದಾನಗಳು ಹಾಗೂ ಸ್ಥಳೀಯ ಸಂಪನ್ಮೂಲ ಗಳನ್ನು ಪಡೆಯುವಲ್ಲೂ ಅನುಕೂಲ ವಾಗಲಿದೆ ಎಂದರು. — [399, 336, 553, 394]
tribute-line: ಭಾರತವೇ 'ವಿಶ್ವ ಗುರು' ಮಾಡುವ ಕನಸು ಬೊಳಗುವಂತ ಮಹಾ ಸಂಕಲ್ಪ ಕರುನಾಡಿಗೆ 'ಈಶಲ ತಿರುಳು' ವಿಜಯ ಸಾರಥ್ಯದ ದೃಢ ಸಂಕಲ್ಪ — [1096, 490, 1423, 520]
bday-portrait-1 — [844, 1618, 900, 1673]
memorial-name: ಶ್ರೀ ಸಿ.ಬಾಲಕೊಂಡಯ್ಯ — [119, 1589, 232, 1607]
g9-sizes: 30 | 40 30×40 20×40 | 30×50 — [921, 1292, 1015, 1300]
developer-logo-icon: V — [1083, 1205, 1127, 1238]
classified-title: ಮಾರಾಟವಿದೆ — [113, 1705, 171, 1721]
tribute-line: ಜೆಡಿಪಿ ರಾಜ್ಯಾಧ್ಯಕ್ಷರಾದ — [1217, 537, 1302, 549]
muda-text: ಮೈಸೂರು ನಗರಾಭಿವೃದ್ಧಿ ಪ್ರಾಧಿಕಾರ (MUDA) ಸಂಪರ್ಕ: (0364-133481, 9182331739) ಸಂಪರ್ಕಿಸಬಹುದಾಗಿದೆ — [1186, 1677, 1464, 1685]
bday-bouquet — [830, 1951, 968, 2046]
classified-body: ನೀವು ಕೊಂಡ ಒಬ್ಬ ಗ್ರಾಹಕರು ಬೆಳ್ಳಿ, ಬಂಗಾರ ಹಾಗೂ ಚಿನ್ನ ಖರೀದಿಸಿ ನಿಗದಿಯಾಗಿ ಬಹುಮಾನ ಪಡೆಯಿರಿ — [439, 1945, 596, 1968]
hasiru-line2: ನಮ್ಮ — [241, 1300, 273, 1322]
dream-package-label: PACKAGE COST — [145, 1095, 204, 1103]
invitation-name: ಶ್ರೀ ಹೆಚ್.ಡಿ. ಯೋಗೇಂದ್ರ — [512, 1469, 666, 1491]
imperial-per: ಚದರ ಅಡಿಗೆ — [878, 1413, 905, 1420]
table-row — [1153, 1312, 1497, 1323]
dream-seats: Last 8 Seats Available — [138, 1148, 211, 1156]
classified-title: 1 % ನೆಟ್ ಫ್ರಾಫಿಟ್ — [97, 1922, 187, 1937]
classified-phone[interactable]: 9980620678, 7411749410 — [101, 2086, 183, 2118]
